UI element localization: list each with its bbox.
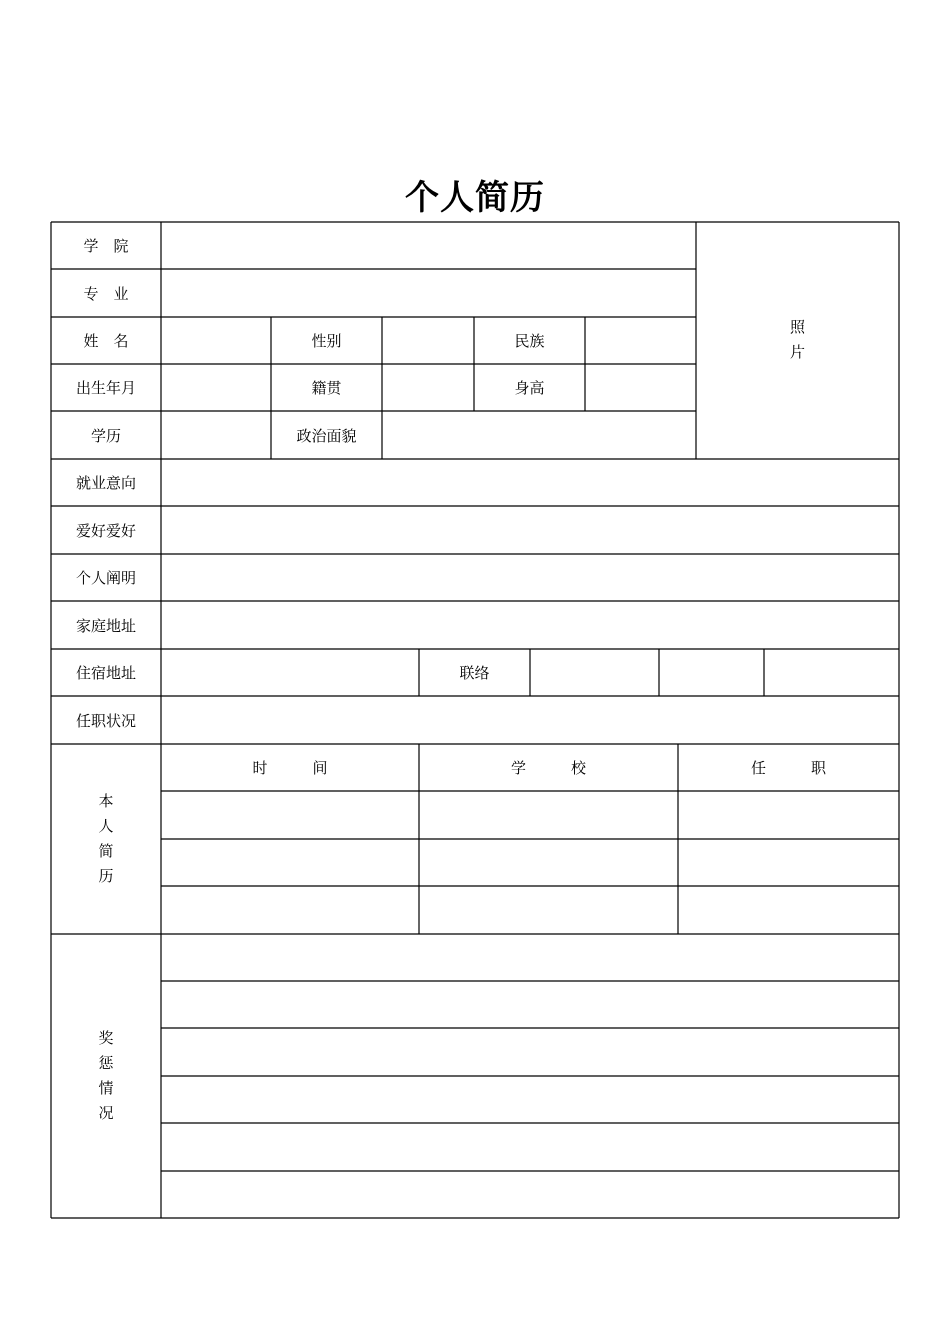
header-school: 学 校 [510, 759, 586, 777]
label-home-address: 家庭地址 [75, 616, 136, 635]
label-statement: 个人阐明 [75, 569, 136, 587]
header-position: 任 职 [750, 759, 826, 777]
label-native-place: 籍贯 [311, 379, 342, 397]
label-college: 学 院 [83, 237, 129, 255]
photo-placeholder [696, 312, 899, 368]
resume-label-char: 历 [98, 867, 114, 885]
label-contact: 联络 [459, 664, 490, 682]
photo-label-char: 片 [789, 343, 805, 361]
label-gender: 性别 [311, 332, 342, 350]
label-resume-section [51, 744, 161, 934]
awards-label-char: 奖 [98, 1029, 114, 1047]
label-birth: 出生年月 [75, 379, 136, 397]
resume-label-char: 简 [98, 842, 114, 860]
label-hobbies: 爱好爱好 [75, 521, 136, 540]
awards-label-char: 情 [98, 1079, 114, 1097]
label-height: 身高 [514, 379, 545, 397]
label-name: 姓 名 [83, 332, 129, 350]
header-time: 时 间 [252, 759, 328, 777]
resume-label-char: 人 [98, 817, 114, 835]
awards-label-char: 况 [98, 1104, 114, 1122]
label-ethnicity: 民族 [514, 332, 545, 350]
label-education: 学历 [90, 426, 121, 445]
label-positions: 任职状况 [75, 711, 136, 730]
photo-label-char: 照 [789, 318, 805, 336]
label-job-intention: 就业意向 [75, 474, 136, 492]
resume-label-char: 本 [98, 792, 114, 810]
page-title: 个人简历 [405, 178, 545, 218]
label-political-status: 政治面貌 [296, 426, 357, 445]
label-major: 专 业 [83, 284, 129, 303]
awards-label-char: 惩 [98, 1054, 114, 1072]
label-dorm-address: 住宿地址 [75, 664, 136, 682]
label-awards-section [51, 934, 161, 1218]
